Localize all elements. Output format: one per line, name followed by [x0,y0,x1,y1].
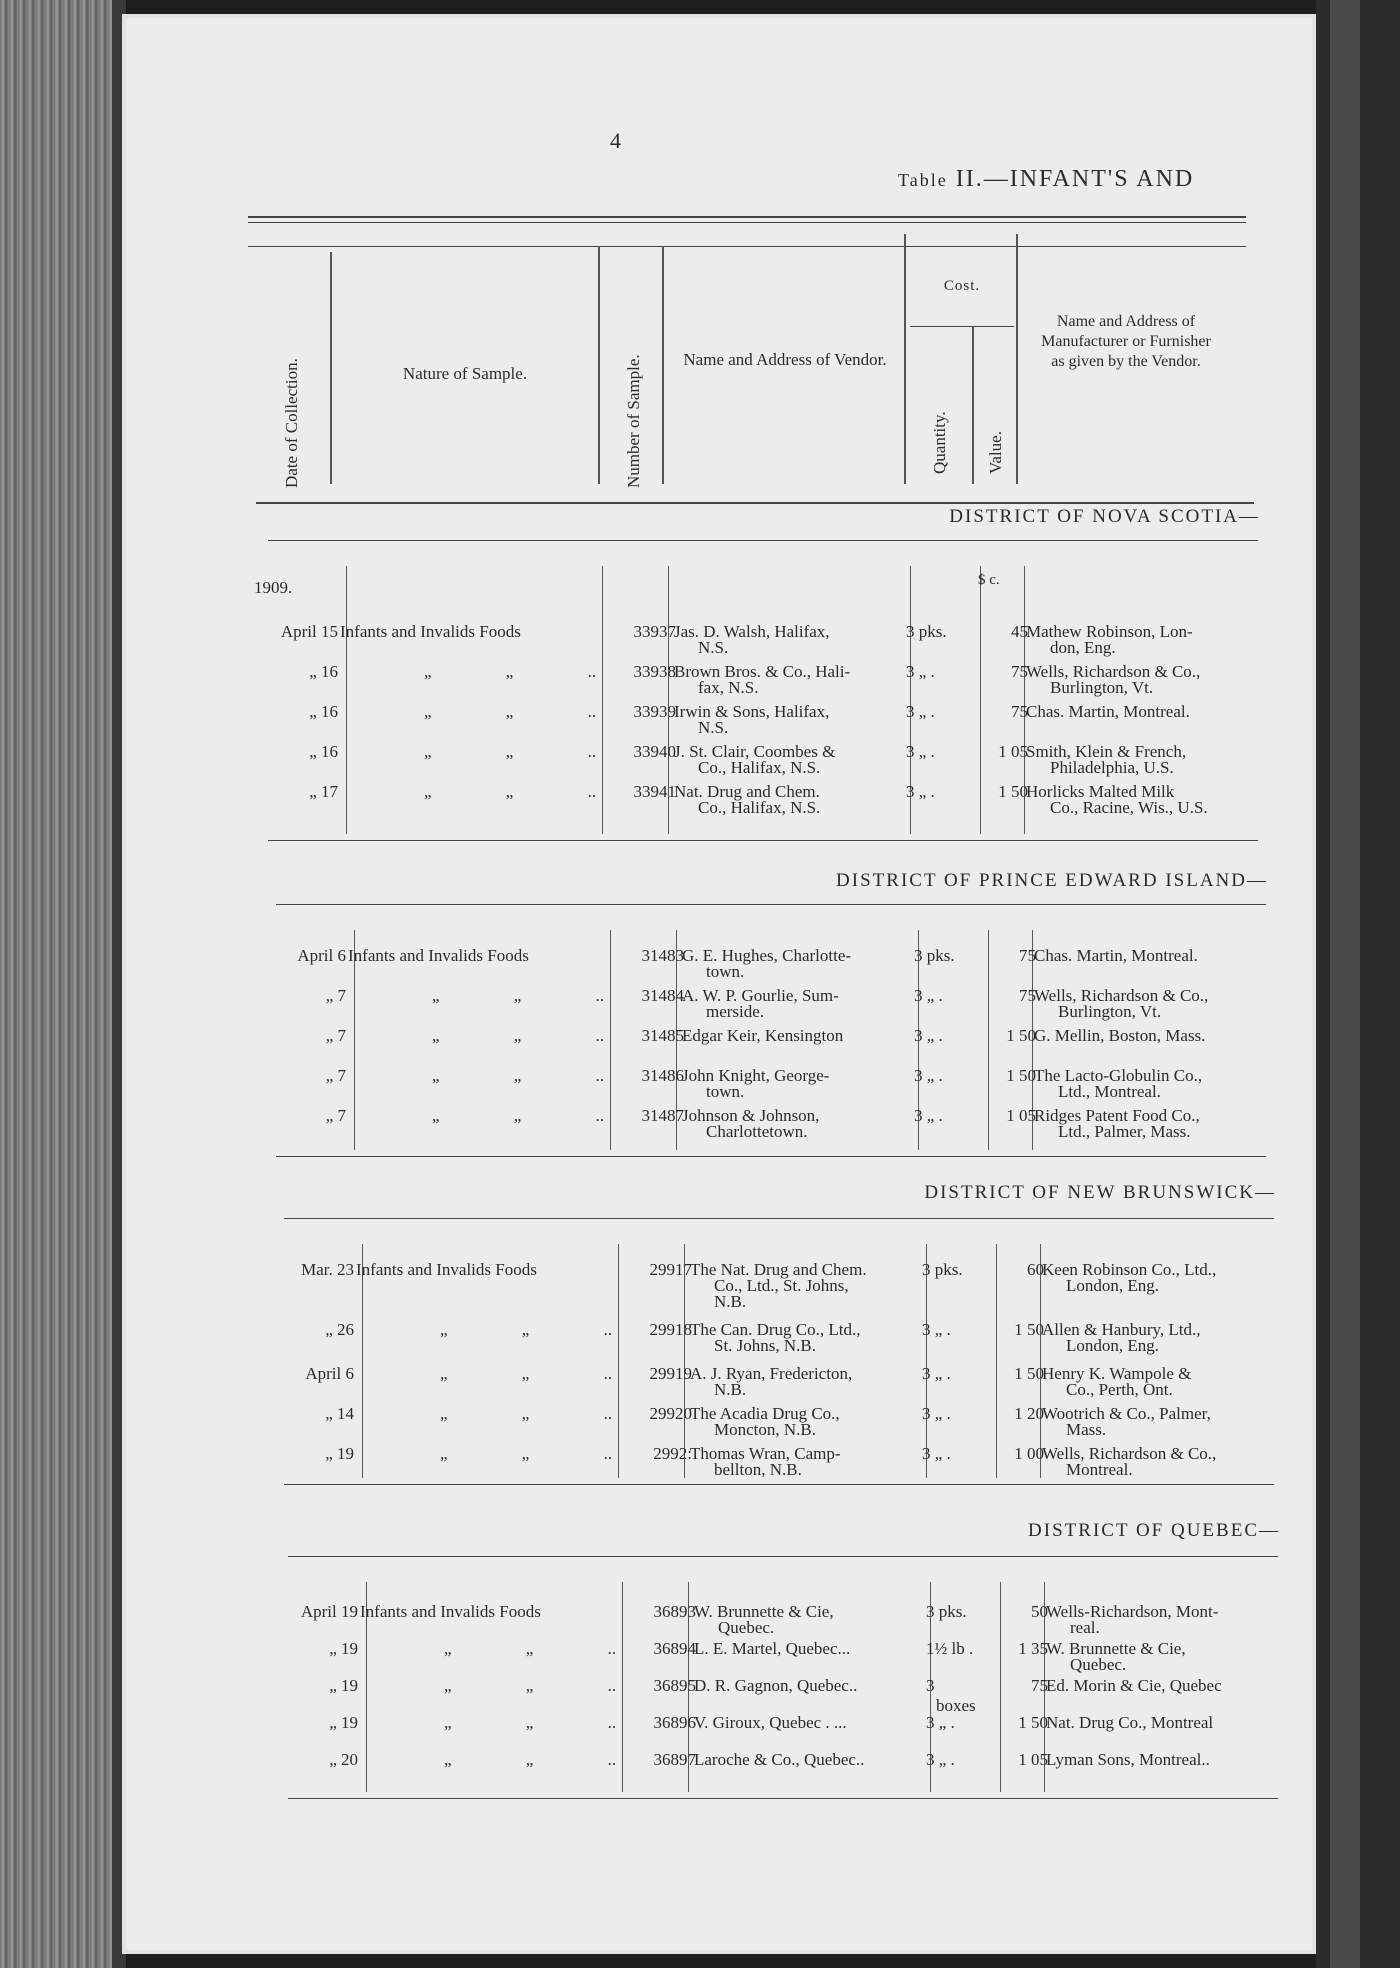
district-heading: DISTRICT OF NEW BRUNSWICK— [924,1182,1276,1203]
row-nature: „ „ .. [432,1026,605,1045]
row-quantity: 3 „ . [922,1320,951,1339]
row-sample-number: 36893 [653,1602,696,1621]
row-vendor: D. R. Gagnon, Quebec.. [694,1676,858,1695]
row-nature: „ „ .. [432,1106,605,1125]
row-vendor: Nat. Drug and Chem. [674,782,820,801]
row-sample-number: 33941 [633,782,676,801]
header-number: Number of Sample. [624,354,643,488]
row-vendor-line2: Moncton, N.B. [714,1420,816,1439]
row-quantity: 3 „ . [922,1444,951,1463]
row-vendor-line2: Co., Halifax, N.S. [698,798,821,817]
row-manufacturer: Mathew Robinson, Lon- [1026,622,1193,641]
row-vendor: W. Brunnette & Cie, [694,1602,834,1621]
row-vendor: J. St. Clair, Coombes & [674,742,836,761]
header-col-divider [662,246,664,484]
row-date: „ 19 [329,1639,358,1658]
row-vendor: Thomas Wran, Camp- [690,1444,841,1463]
row-nature: „ „ .. [440,1364,613,1383]
row-sample-number: 33938 [633,662,676,681]
row-value: 1 50 [1006,1066,1036,1085]
row-manufacturer-line2: Quebec. [1070,1655,1127,1674]
district-heading: DISTRICT OF NOVA SCOTIA— [949,506,1260,527]
row-value: 1 50 [1014,1364,1044,1383]
row-vendor-line2: N.S. [698,638,729,657]
header-nature: Nature of Sample. [402,364,528,383]
row-vendor-line2: town. [706,1082,745,1101]
row-vendor: The Can. Drug Co., Ltd., [690,1320,861,1339]
col-divider [618,1244,619,1478]
row-manufacturer-line2: London, Eng. [1066,1336,1160,1355]
row-quantity: 3 „ . [914,986,943,1005]
row-manufacturer: W. Brunnette & Cie, [1046,1639,1186,1658]
row-vendor-line2: N.B. [714,1380,747,1399]
row-sample-number: 29917 [649,1260,692,1279]
year-label: 1909. [254,578,293,597]
col-divider [988,930,989,1150]
row-date: „ 14 [325,1404,354,1423]
row-date: „ 17 [309,782,338,801]
row-value: 75 [1019,946,1036,965]
row-value: 1 50 [1006,1026,1036,1045]
section-bottom-rule [284,1484,1274,1485]
row-manufacturer: Wells, Richardson & Co., [1026,662,1201,681]
row-nature: „ „ .. [440,1444,613,1463]
row-manufacturer: Smith, Klein & French, [1026,742,1187,761]
page-frame [122,14,1316,1954]
row-vendor-line3: N.B. [714,1292,747,1311]
row-value: 1 50 [1014,1320,1044,1339]
row-sample-number: 36894 [653,1639,696,1658]
row-sample-number: 36895 [653,1676,696,1695]
col-divider [1040,1244,1041,1478]
row-quantity: 3 „ . [922,1364,951,1383]
row-nature: „ „ .. [424,702,597,721]
page [126,18,1312,1950]
row-date: „ 7 [325,986,346,1005]
row-quantity: 3 „ . [906,742,935,761]
district-rule [288,1556,1278,1557]
row-quantity: 3 „ . [914,1066,943,1085]
row-quantity: 3 pks. [926,1602,967,1621]
row-sample-number: 31484 [641,986,684,1005]
row-nature: „ „ .. [444,1639,617,1658]
row-quantity: 3 pks. [914,946,955,965]
row-vendor-line2: bellton, N.B. [714,1460,802,1479]
header-value: Value. [986,431,1005,474]
row-manufacturer: Wootrich & Co., Palmer, [1042,1404,1211,1423]
row-value: 1 35 [1018,1639,1048,1658]
row-value: 1 20 [1014,1404,1044,1423]
row-sample-number: 29918 [649,1320,692,1339]
district-heading: DISTRICT OF QUEBEC— [1028,1520,1280,1541]
row-sample-number: 36896 [653,1713,696,1732]
col-divider [622,1582,623,1792]
row-manufacturer: Ed. Morin & Cie, Quebec [1046,1676,1222,1695]
row-vendor: A. J. Ryan, Fredericton, [690,1364,853,1383]
row-manufacturer-line2: don, Eng. [1050,638,1116,657]
row-value: 1 05 [1006,1106,1036,1125]
district-rule [284,1218,1274,1219]
table-title-prefix: Table [898,170,948,190]
row-manufacturer-line2: London, Eng. [1066,1276,1160,1295]
row-nature: „ „ .. [444,1713,617,1732]
row-quantity: 1½ lb . [926,1639,974,1658]
row-vendor-line2: Co., Halifax, N.S. [698,758,821,777]
row-manufacturer: Lyman Sons, Montreal.. [1046,1750,1210,1769]
district-rule [276,904,1266,905]
row-value: 1 00 [1014,1444,1044,1463]
row-vendor: Edgar Keir, Kensington [682,1026,844,1045]
row-date: „ 16 [309,662,338,681]
row-vendor-line2: Co., Ltd., St. Johns, [714,1276,849,1295]
header-top-rule-3 [248,246,1246,247]
row-quantity: 3 „ . [914,1106,943,1125]
header-top-rule-2 [248,222,1246,223]
cost-rule [910,326,1014,327]
page-right-edge-band [1330,0,1360,1968]
row-vendor: Irwin & Sons, Halifax, [674,702,830,721]
row-nature: „ „ .. [424,782,597,801]
row-quantity: 3 „ . [922,1404,951,1423]
row-manufacturer: Wells-Richardson, Mont- [1046,1602,1219,1621]
row-nature: „ „ .. [440,1320,613,1339]
row-nature: „ „ .. [444,1676,617,1695]
row-sample-number: 31486 [641,1066,684,1085]
row-vendor: Brown Bros. & Co., Hali- [674,662,851,681]
row-quantity: 3 „ . [906,702,935,721]
row-manufacturer-line2: Ltd., Palmer, Mass. [1058,1122,1191,1141]
row-sample-number: 31485 [641,1026,684,1045]
row-vendor-line2: fax, N.S. [698,678,759,697]
row-vendor-line2: N.S. [698,718,729,737]
row-manufacturer: G. Mellin, Boston, Mass. [1034,1026,1206,1045]
row-nature: Infants and Invalids Foods [360,1602,541,1621]
row-nature: „ „ .. [424,742,597,761]
row-date: Mar. 23 [301,1260,354,1279]
row-value: 1 50 [1018,1713,1048,1732]
table-title-rest: II.—INFANT'S AND [947,166,1195,192]
row-vendor: Laroche & Co., Quebec.. [694,1750,865,1769]
district-rule [268,540,1258,541]
row-manufacturer-line2: Mass. [1066,1420,1107,1439]
row-manufacturer-line2: Montreal. [1066,1460,1133,1479]
row-sample-number: 29919 [649,1364,692,1383]
header-col-divider [598,246,600,484]
row-vendor: A. W. P. Gourlie, Sum- [682,986,839,1005]
currency-label: $ c. [978,572,1000,588]
col-divider [684,1244,685,1478]
row-vendor: G. E. Hughes, Charlotte- [682,946,852,965]
section-bottom-rule [268,840,1258,841]
row-vendor-line2: merside. [706,1002,765,1021]
row-nature: Infants and Invalids Foods [340,622,521,641]
row-sample-number: 29920 [649,1404,692,1423]
row-vendor: Jas. D. Walsh, Halifax, [674,622,830,641]
row-vendor: The Nat. Drug and Chem. [690,1260,867,1279]
row-manufacturer-line2: Burlington, Vt. [1050,678,1154,697]
header-date: Date of Collection. [282,358,301,488]
row-date: April 19 [300,1602,358,1621]
row-nature: „ „ .. [432,986,605,1005]
row-vendor: John Knight, George- [682,1066,830,1085]
row-value: 75 [1031,1676,1048,1695]
row-manufacturer: The Lacto-Globulin Co., [1034,1066,1203,1085]
row-value: 1 50 [998,782,1028,801]
row-manufacturer: Henry K. Wampole & [1042,1364,1192,1383]
row-vendor: L. E. Martel, Quebec... [694,1639,851,1658]
row-date: „ 7 [325,1026,346,1045]
row-manufacturer-line2: Ltd., Montreal. [1058,1082,1161,1101]
row-date: „ 19 [329,1713,358,1732]
col-divider [980,566,981,834]
row-quantity: 3 „ . [926,1750,955,1769]
header-col-divider [904,234,906,484]
row-nature: „ „ .. [444,1750,617,1769]
row-sample-number: 33937 [633,622,676,641]
row-date: „ 7 [325,1106,346,1125]
row-manufacturer-line2: Philadelphia, U.S. [1050,758,1174,777]
district-heading: DISTRICT OF PRINCE EDWARD ISLAND— [836,870,1268,891]
row-manufacturer: Ridges Patent Food Co., [1034,1106,1200,1125]
row-nature: Infants and Invalids Foods [348,946,529,965]
row-manufacturer: Nat. Drug Co., Montreal [1046,1713,1214,1732]
row-manufacturer: Chas. Martin, Montreal. [1026,702,1190,721]
row-value: 60 [1027,1260,1044,1279]
row-date: April 15 [280,622,338,641]
header-top-rule [248,216,1246,218]
row-manufacturer: Wells, Richardson & Co., [1034,986,1209,1005]
row-quantity: 3 „ . [906,782,935,801]
col-divider [1000,1582,1001,1792]
section-bottom-rule [276,1156,1266,1157]
row-manufacturer-line2: Burlington, Vt. [1058,1002,1162,1021]
row-manufacturer: Chas. Martin, Montreal. [1034,946,1198,965]
row-quantity: 3 „ . [906,662,935,681]
row-sample-number: 31487 [641,1106,684,1125]
row-vendor-line2: town. [706,962,745,981]
row-date: „ 7 [325,1066,346,1085]
row-sample-number: 33939 [633,702,676,721]
col-divider [602,566,603,834]
row-vendor: The Acadia Drug Co., [690,1404,840,1423]
row-sample-number: 31483 [641,946,684,965]
row-value: 45 [1011,622,1028,641]
row-quantity: 3 pks. [906,622,947,641]
col-divider [926,1244,927,1478]
table-title [898,166,1194,193]
row-manufacturer: Wells, Richardson & Co., [1042,1444,1217,1463]
row-vendor: Johnson & Johnson, [682,1106,820,1125]
row-quantity: 3 „ . [926,1713,955,1732]
row-date: „ 16 [309,742,338,761]
row-value: 75 [1011,702,1028,721]
row-date: „ 16 [309,702,338,721]
row-sample-number: 33940 [633,742,676,761]
row-manufacturer: Horlicks Malted Milk [1026,782,1175,801]
row-value: 1 05 [998,742,1028,761]
row-value: 50 [1031,1602,1048,1621]
col-divider [610,930,611,1150]
header-col-divider [972,326,974,484]
row-manufacturer-line2: Co., Perth, Ont. [1066,1380,1173,1399]
row-quantity-line2: boxes [936,1696,976,1715]
row-quantity: 3 [926,1676,935,1695]
row-manufacturer-line2: Co., Racine, Wis., U.S. [1050,798,1208,817]
col-divider [996,1244,997,1478]
row-date: April 6 [297,946,346,965]
row-nature: „ „ .. [424,662,597,681]
col-divider [362,1244,363,1478]
book-spine [0,0,118,1968]
row-sample-number: 2992: [653,1444,692,1463]
row-date: April 6 [305,1364,354,1383]
header-vendor: Name and Address of Vendor. [683,350,887,369]
row-vendor-line2: St. Johns, N.B. [714,1336,817,1355]
row-value: 75 [1019,986,1036,1005]
section-bottom-rule [288,1798,1278,1799]
row-quantity: 3 „ . [914,1026,943,1045]
row-date: „ 19 [325,1444,354,1463]
header-col-divider [1016,234,1018,484]
page-number: 4 [610,128,621,153]
row-vendor-line2: Quebec. [718,1618,775,1637]
row-vendor-line2: Charlottetown. [706,1122,808,1141]
row-manufacturer-line2: real. [1070,1618,1100,1637]
row-nature: Infants and Invalids Foods [356,1260,537,1279]
row-manufacturer: Allen & Hanbury, Ltd., [1042,1320,1201,1339]
row-nature: „ „ .. [440,1404,613,1423]
col-divider [346,566,347,834]
row-value: 75 [1011,662,1028,681]
row-date: „ 19 [329,1676,358,1695]
header-cost: Cost. [943,278,981,294]
row-date: „ 20 [329,1750,358,1769]
header-bottom-rule [256,502,1254,504]
row-manufacturer: Keen Robinson Co., Ltd., [1042,1260,1217,1279]
row-quantity: 3 pks. [922,1260,963,1279]
row-vendor: V. Giroux, Quebec . ... [694,1713,847,1732]
header-col-divider [330,252,332,484]
row-sample-number: 36897 [653,1750,696,1769]
header-manufacturer: Name and Address of Manufacturer or Furnisher as given by the Vendor. [1041,313,1211,370]
row-date: „ 26 [325,1320,354,1339]
row-value: 1 05 [1018,1750,1048,1769]
header-quantity: Quantity. [930,411,949,474]
row-nature: „ „ .. [432,1066,605,1085]
